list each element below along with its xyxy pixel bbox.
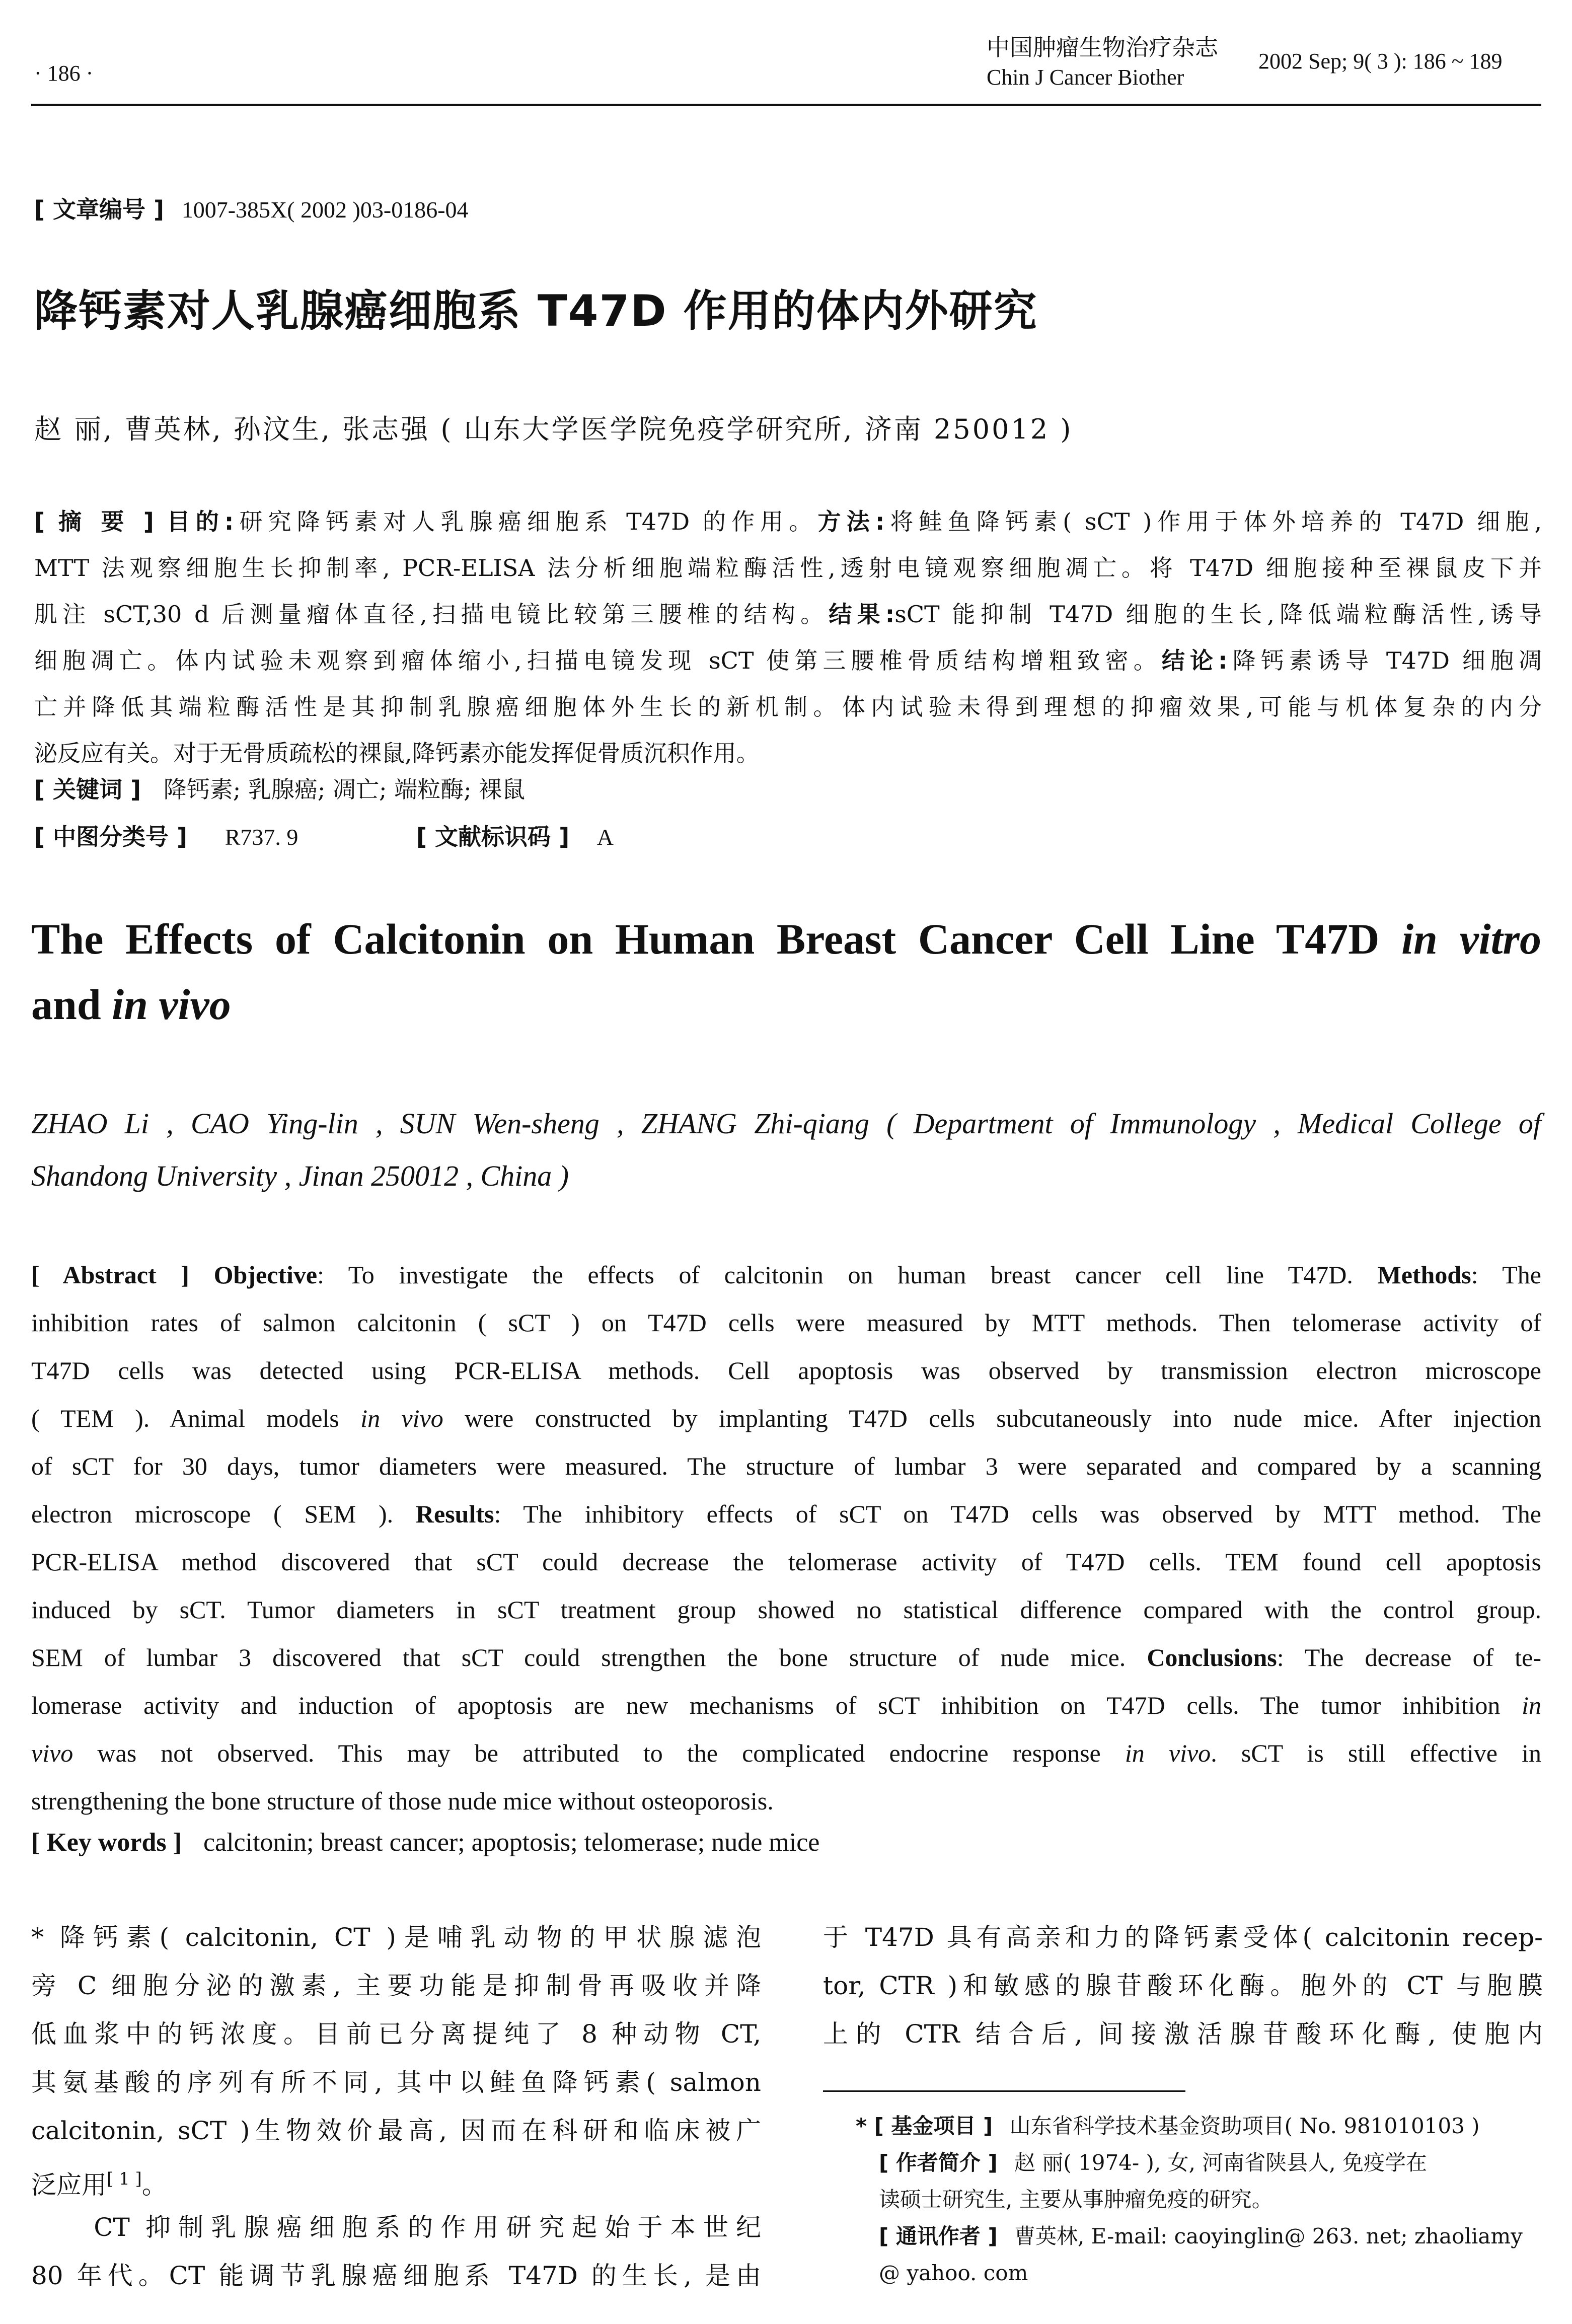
en-title-text-2: and <box>31 980 112 1029</box>
en-objective-text: To investigate the effects of calcitonin on human breast cancer cell line T47D. <box>348 1261 1353 1289</box>
en-abstract-label: [ Abstract ] <box>31 1261 189 1289</box>
fund-value: 山东省科学技术基金资助项目( No. 981010103 ) <box>1009 2114 1480 2138</box>
en-results-label: Results <box>415 1500 494 1528</box>
english-authors <box>31 1098 1541 1202</box>
header-rule <box>31 104 1541 106</box>
cn-conclusions-label: 结论: <box>1161 647 1228 674</box>
cn-abstract-line-5: 亡并降低其端粒酶活性是其抑制乳腺癌细胞体外生长的新机制。体内试验未得到理想的抑瘤效果,可能与机体复杂的内分 <box>34 693 1542 720</box>
en-title-line-2 <box>31 972 1541 1037</box>
en-objective-label: Objective <box>213 1261 318 1289</box>
en-abstract-line-2: inhibition rates of salmon calcitonin ( sCT ) on T47D cells were measured by MTT methods. Then telomerase activity of <box>31 1309 1541 1337</box>
chinese-keywords <box>34 771 525 805</box>
doc-code-value: A <box>596 824 614 850</box>
body-left-line-3: 低血浆中的钙浓度。目前已分离提纯了 8 种动物 CT, <box>31 2019 761 2049</box>
body-left-column <box>31 1913 761 2300</box>
en-title-text-1: The Effects of Calcitonin on Human Breast Cancer Cell Line T47D <box>31 915 1402 963</box>
footnote-author <box>856 2144 1543 2181</box>
contact-label: [ 通讯作者 ] <box>879 2224 998 2248</box>
cn-abstract-line-3 <box>34 591 1542 637</box>
en-abstract-line-3: T47D cells was detected using PCR-ELISA methods. Cell apoptosis was observed by transmission electron microscope <box>31 1356 1541 1385</box>
body-right-line-3: 上的 CTR 结合后, 间接激活腺苷酸环化酶, 使胞内 <box>823 2019 1543 2049</box>
author-bio-label: [ 作者简介 ] <box>879 2150 998 2175</box>
clc-value: R737. 9 <box>224 824 298 850</box>
article-number <box>34 191 469 225</box>
cn-abstract-line-6: 泌反应有关。对于无骨质疏松的裸鼠,降钙素亦能发挥促骨质沉积作用。 <box>34 740 760 767</box>
body-left-line-2: 旁 C 细胞分泌的激素, 主要功能是抑制骨再吸收并降 <box>31 1971 761 2000</box>
chinese-abstract <box>34 498 1542 776</box>
cn-methods-text-cont: 肌注 sCT,30 d 后测量瘤体直径,扫描电镜比较第三腰椎的结构。 <box>34 601 829 628</box>
en-abstract-line-9 <box>31 1634 1541 1682</box>
body-text-period: 。 <box>141 2170 167 2200</box>
cn-keywords-label: [ 关键词 ] <box>34 776 141 803</box>
footnote-contact <box>856 2218 1543 2255</box>
english-keywords <box>31 1828 819 1857</box>
en-text-a: ( TEM ). Animal models <box>31 1404 361 1432</box>
contact-value: 曹英林, E-mail: caoyinglin@ 263. net; zhaoliamy <box>1014 2224 1523 2248</box>
footnotes <box>856 2108 1543 2291</box>
en-text-e: lomerase activity and induction of apoptosis are new mechanisms of sCT inhibition on T47D cells. The tumor inhibition <box>31 1691 1522 1719</box>
en-keywords-label: [ Key words ] <box>31 1828 182 1857</box>
journal-issue: 2002 Sep; 9( 3 ): 186 ~ 189 <box>1258 49 1503 74</box>
en-abstract-line-4 <box>31 1395 1541 1442</box>
en-abstract-line-1: [ Abstract ] Objective: To investigate the effects of calcitonin on human breast cancer cell line T47D. Methods: The <box>31 1261 1541 1289</box>
en-conclusions-label: Conclusions <box>1147 1643 1277 1672</box>
footnote-contact-cont: @ yahoo. com <box>879 2261 1028 2285</box>
body-left-line-8: 80 年代。CT 能调节乳腺癌细胞系 T47D 的生长, 是由 <box>31 2261 761 2290</box>
chinese-classification <box>34 819 614 852</box>
cn-abstract-line-1 <box>34 498 1542 545</box>
en-abstract-line-12: strengthening the bone structure of those nude mice without osteoporosis. <box>31 1787 774 1815</box>
cn-results-label: 结果: <box>829 601 895 628</box>
cn-conclusions-text: 降钙素诱导 T47D 细胞凋 <box>1227 647 1542 674</box>
footnote-author-cont: 读硕士研究生, 主要从事肿瘤免疫的研究。 <box>879 2187 1273 2212</box>
article-number-label: [ 文章编号 ] <box>34 196 165 223</box>
clc-label: [ 中图分类号 ] <box>34 823 188 850</box>
footnote-rule <box>823 2090 1185 2092</box>
body-left-line-6 <box>31 2155 761 2203</box>
en-abstract-line-5: of sCT for 30 days, tumor diameters were measured. The structure of lumbar 3 were separated and compared by a scanning <box>31 1452 1541 1480</box>
en-text-g: . sCT is still effective in <box>1211 1739 1541 1767</box>
en-keywords-value: calcitonin; breast cancer; apoptosis; telomerase; nude mice <box>203 1828 820 1857</box>
journal-title-cn: 中国肿瘤生物治疗杂志 <box>987 34 1218 61</box>
cn-results-text-cont: 细胞凋亡。体内试验未观察到瘤体缩小,扫描电镜发现 sCT 使第三腰椎骨质结构增粗致密。 <box>34 647 1162 674</box>
doc-code-label: [ 文献标识码 ] <box>416 823 570 850</box>
cn-objective-text: 研究降钙素对人乳腺癌细胞系 T47D 的作用。 <box>234 508 818 535</box>
english-title <box>31 906 1541 1037</box>
chinese-authors: 赵 丽, 曹英林, 孙汶生, 张志强 ( 山东大学医学院免疫学研究所, 济南 250012 ) <box>34 413 1073 445</box>
en-authors-line-1: ZHAO Li , CAO Ying-lin , SUN Wen-sheng , ZHANG Zhi-qiang ( Department of Immunology , Medical College of <box>31 1107 1541 1140</box>
citation-ref-1: [ 1 ] <box>107 2169 142 2189</box>
body-left-line-5: calcitonin, sCT )生物效价最高, 因而在科研和临床被广 <box>31 2116 761 2145</box>
en-abstract-line-8: induced by sCT. Tumor diameters in sCT treatment group showed no statistical difference compared with the control group. <box>31 1595 1541 1624</box>
en-text-b: were constructed by implanting T47D cells subcutaneously into nude mice. After injection <box>443 1404 1541 1432</box>
cn-abstract-label: [ 摘 要 ] <box>34 508 154 535</box>
chinese-title: 降钙素对人乳腺癌细胞系 T47D 作用的体内外研究 <box>34 286 1038 336</box>
cn-abstract-line-2: MTT 法观察细胞生长抑制率, PCR-ELISA 法分析细胞端粒酶活性,透射电镜观察细胞凋亡。将 T47D 细胞接种至裸鼠皮下并 <box>34 554 1542 582</box>
fund-label: * [ 基金项目 ] <box>856 2114 993 2138</box>
en-text-c: electron microscope ( SEM ). <box>31 1500 394 1528</box>
page-number: · 186 · <box>34 61 94 86</box>
en-authors-line-2: Shandong University , Jinan 250012 , China ) <box>31 1159 569 1192</box>
body-left-line-7: CT 抑制乳腺癌细胞系的作用研究起始于本世纪 <box>31 2213 761 2242</box>
author-bio-value: 赵 丽( 1974- ), 女, 河南省陕县人, 免疫学在 <box>1014 2150 1428 2175</box>
en-results-text: : The inhibitory effects of sCT on T47D cells was observed by MTT method. The <box>494 1500 1542 1528</box>
en-title-line-1 <box>31 906 1541 972</box>
en-title-italic-2: in vivo <box>112 980 231 1029</box>
cn-results-text: sCT 能抑制 T47D 细胞的生长,降低端粒酶活性,诱导 <box>894 601 1542 628</box>
footnote-fund <box>856 2108 1543 2144</box>
en-abstract-line-11 <box>31 1729 1541 1777</box>
english-abstract <box>31 1251 1541 1825</box>
en-abstract-line-7: PCR-ELISA method discovered that sCT could decrease the telomerase activity of T47D cells. TEM found cell apoptosis <box>31 1548 1541 1576</box>
en-italic-b: in <box>1522 1691 1541 1719</box>
body-left-line-4: 其氨基酸的序列有所不同, 其中以鲑鱼降钙素( salmon <box>31 2068 761 2097</box>
cn-keywords-value: 降钙素; 乳腺癌; 凋亡; 端粒酶; 裸鼠 <box>163 776 526 803</box>
cn-methods-label: 方法: <box>817 508 885 535</box>
body-left-line-1: * 降钙素( calcitonin, CT )是哺乳动物的甲状腺滤泡 <box>31 1923 761 1952</box>
en-text-d: SEM of lumbar 3 discovered that sCT could strengthen the bone structure of nude mice. <box>31 1643 1126 1672</box>
body-right-line-1: 于 T47D 具有高亲和力的降钙素受体( calcitonin recep- <box>823 1923 1543 1952</box>
article-number-value: 1007-385X( 2002 )03-0186-04 <box>181 197 469 223</box>
en-methods-colon: : The <box>1471 1261 1541 1289</box>
cn-objective-label: 目的: <box>167 508 234 535</box>
cn-methods-text: 将鲑鱼降钙素( sCT )作用于体外培养的 T47D 细胞, <box>884 508 1542 535</box>
body-right-column <box>823 1913 1543 2058</box>
journal-title-en: Chin J Cancer Biother <box>987 65 1184 90</box>
en-italic-d: in vivo <box>1125 1739 1211 1767</box>
en-conclusions-text: : The decrease of te- <box>1277 1643 1541 1672</box>
en-title-italic-1: in vitro <box>1401 915 1541 963</box>
cn-abstract-line-4 <box>34 637 1542 684</box>
en-italic-a: in vivo <box>360 1404 443 1432</box>
en-methods-label: Methods <box>1377 1261 1471 1289</box>
body-right-line-2: tor, CTR )和敏感的腺苷酸环化酶。胞外的 CT 与胞膜 <box>823 1971 1543 2000</box>
en-italic-c: vivo <box>31 1739 73 1767</box>
en-abstract-line-10 <box>31 1682 1541 1729</box>
body-text-ref: 泛应用 <box>31 2170 107 2200</box>
en-abstract-line-6 <box>31 1490 1541 1538</box>
en-text-f: was not observed. This may be attributed to the complicated endocrine response <box>73 1739 1125 1767</box>
